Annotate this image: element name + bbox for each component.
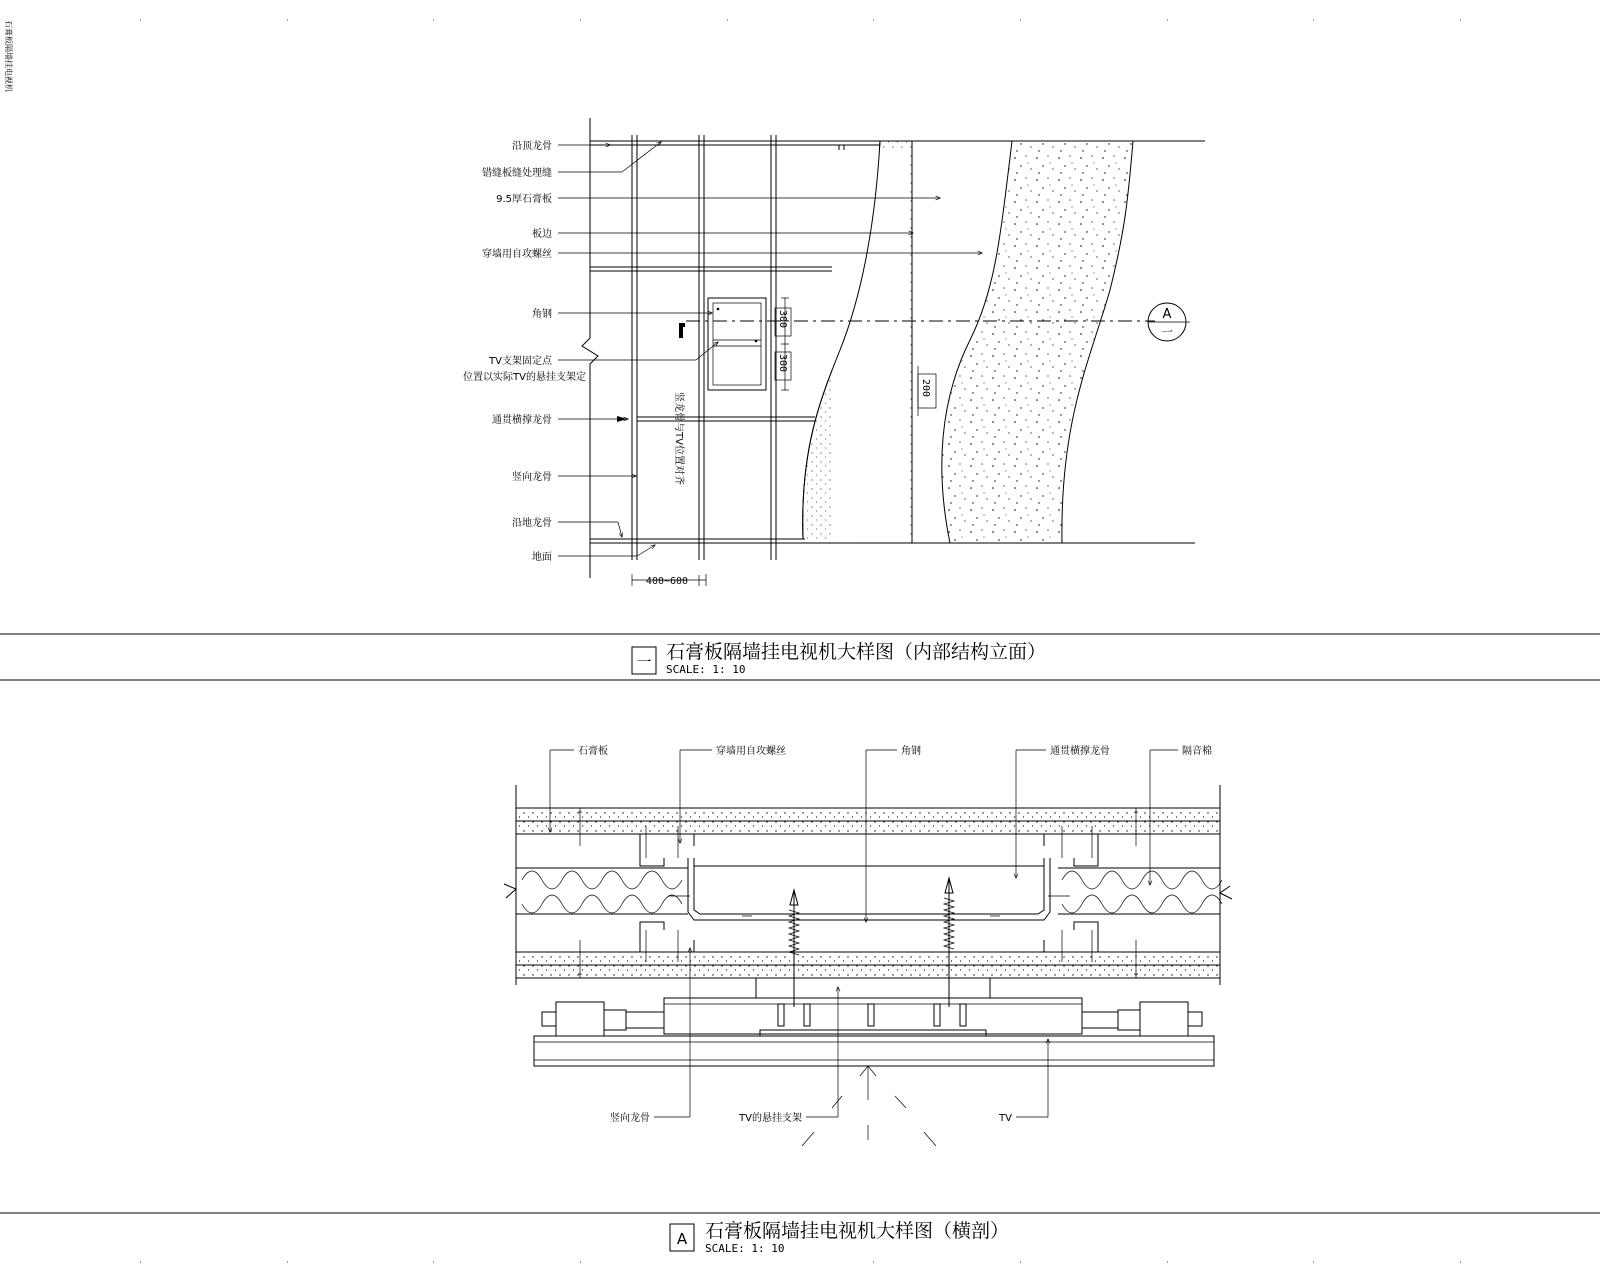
label-self-tap-screw: 穿墙用自攻螺丝	[482, 249, 552, 260]
label-angle-steel: 角钢	[532, 309, 552, 320]
section-label-tv: TV	[999, 1113, 1012, 1124]
section-marker-bottom: 一	[1160, 325, 1174, 339]
section-label-vertical-stud: 竖向龙骨	[610, 1113, 650, 1124]
drawing-2-title: 石膏板隔墙挂电视机大样图（横剖）	[705, 1220, 1010, 1242]
section-label-angle-steel: 角钢	[901, 746, 921, 757]
title-block-2	[0, 1213, 1600, 1255]
elevation-drawing	[582, 118, 1205, 586]
sheet-side-label: 石膏板隔墙挂电视机	[4, 20, 13, 92]
drawing-2-tag: A	[676, 1230, 688, 1248]
dim-box-upper: 300	[777, 310, 788, 329]
label-stud-vertical-note: 竖龙骨与TV位置对齐	[673, 392, 684, 485]
section-label-gypsum-board: 石膏板	[578, 746, 608, 757]
drawing-1-tag: 一	[636, 653, 652, 671]
label-vertical-stud: 竖向龙骨	[512, 472, 552, 483]
dim-200: 200	[920, 379, 931, 398]
label-top-track: 沿顶龙骨	[512, 141, 552, 152]
dim-box-lower: 300	[777, 354, 788, 373]
label-bottom-track: 沿地龙骨	[512, 518, 552, 529]
section-drawing	[504, 785, 1232, 1146]
label-board-joint: 错缝板缝处理缝	[482, 168, 552, 179]
elevation-leaders	[558, 142, 982, 556]
section-label-self-tap-screw: 穿墙用自攻螺丝	[716, 746, 786, 757]
dim-stud-spacing: 400~600	[645, 576, 689, 587]
title-block-1	[0, 634, 1600, 680]
label-tv-bracket-point: TV支架固定点	[489, 356, 552, 367]
label-floor: 地面	[532, 552, 552, 563]
drawing-1-scale: SCALE: 1: 10	[666, 663, 746, 676]
section-label-insulation: 隔音棉	[1182, 746, 1212, 757]
drawing-1-title: 石膏板隔墙挂电视机大样图（内部结构立面）	[666, 641, 1047, 663]
drawing-2-scale: SCALE: 1: 10	[705, 1242, 785, 1255]
label-gypsum-board: 9.5厚石膏板	[496, 194, 552, 205]
section-label-tv-bracket: TV的悬挂支架	[739, 1113, 802, 1124]
label-board-edge: 板边	[532, 229, 552, 240]
label-cross-stud: 通贯横撑龙骨	[492, 415, 552, 426]
label-tv-bracket-note: 位置以实际TV的悬挂支架定	[463, 372, 586, 383]
section-annotations	[578, 744, 1212, 1124]
section-label-cross-stud: 通贯横撑龙骨	[1050, 746, 1110, 757]
section-marker-top: A	[1162, 307, 1172, 322]
section-leaders	[550, 750, 1178, 1117]
